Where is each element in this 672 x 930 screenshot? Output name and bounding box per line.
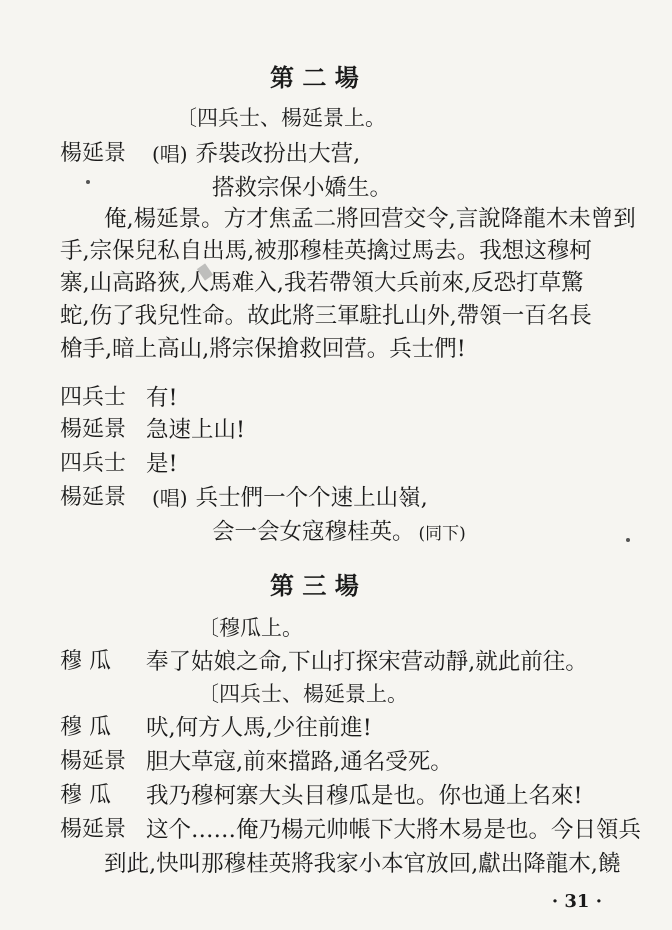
monologue-line: 俺,楊延景。方才焦孟二將回营交令,言說降龍木未曾到 xyxy=(104,206,636,232)
role-name: 穆 瓜 xyxy=(60,783,111,808)
stage-direction: 〔四兵士、楊延景上。 xyxy=(176,106,386,130)
role-name: 楊延景 xyxy=(60,417,127,442)
role-name: 楊延景 xyxy=(60,485,127,510)
line-text: 乔裝改扮出大营, xyxy=(195,141,361,167)
speck xyxy=(86,180,90,184)
dialogue-line: 奉了姑娘之命,下山打探宋营动靜,就此前往。 xyxy=(146,649,588,675)
dialogue-line: 急速上山! xyxy=(146,417,246,443)
exit-note: (同下) xyxy=(418,524,466,544)
dialogue-line: 吠,何方人馬,少往前進! xyxy=(146,715,372,741)
role-name: 四兵士 xyxy=(60,451,127,476)
role-name: 楊延景 xyxy=(60,749,127,774)
sung-line xyxy=(152,136,360,168)
line-text: 会一会女寇穆桂英。 xyxy=(212,519,415,545)
cue: (唱) xyxy=(152,486,188,510)
speck xyxy=(626,538,630,542)
monologue-line: 手,宗保兒私自出馬,被那穆桂英擒过馬去。我想这穆柯 xyxy=(60,238,592,264)
monologue-line: 槍手,暗上高山,將宗保搶救回营。兵士們! xyxy=(60,336,466,362)
dialogue-line: 是! xyxy=(146,451,178,477)
dialogue-line: 胆大草寇,前來擋路,通名受死。 xyxy=(146,749,453,775)
stage-direction: 〔四兵士、楊延景上。 xyxy=(198,682,408,706)
scene-title: 第 三 場 xyxy=(270,571,359,600)
page-number: · 31 · xyxy=(551,891,602,912)
sung-line xyxy=(152,480,428,512)
sung-line: 搭救宗保小嬌生。 xyxy=(212,175,393,201)
role-name: 楊延景 xyxy=(60,141,127,166)
dialogue-line: 我乃穆柯寨大头目穆瓜是也。你也通上名來! xyxy=(146,783,583,809)
scene-title: 第 二 場 xyxy=(270,63,359,92)
dialogue-line: 这个……俺乃楊元帅帳下大將木易是也。今日領兵 xyxy=(146,817,642,843)
role-name: 楊延景 xyxy=(60,817,127,842)
sung-line xyxy=(212,514,466,546)
cue: (唱) xyxy=(152,142,188,166)
dialogue-line: 有! xyxy=(146,385,178,411)
stage-direction: 〔穆瓜上。 xyxy=(198,616,303,640)
role-name: 四兵士 xyxy=(60,385,127,410)
line-text: 兵士們一个个速上山嶺, xyxy=(195,485,428,511)
monologue-line: 寨,山高路狹,人馬难入,我若帶領大兵前來,反恐打草驚 xyxy=(60,270,584,296)
role-name: 穆 瓜 xyxy=(60,715,111,740)
dialogue-line: 到此,快叫那穆桂英將我家小本官放回,獻出降龍木,饒 xyxy=(104,851,621,877)
role-name: 穆 瓜 xyxy=(60,649,111,674)
monologue-line: 蛇,伤了我兒性命。故此將三軍駐扎山外,帶領一百名長 xyxy=(60,303,592,329)
